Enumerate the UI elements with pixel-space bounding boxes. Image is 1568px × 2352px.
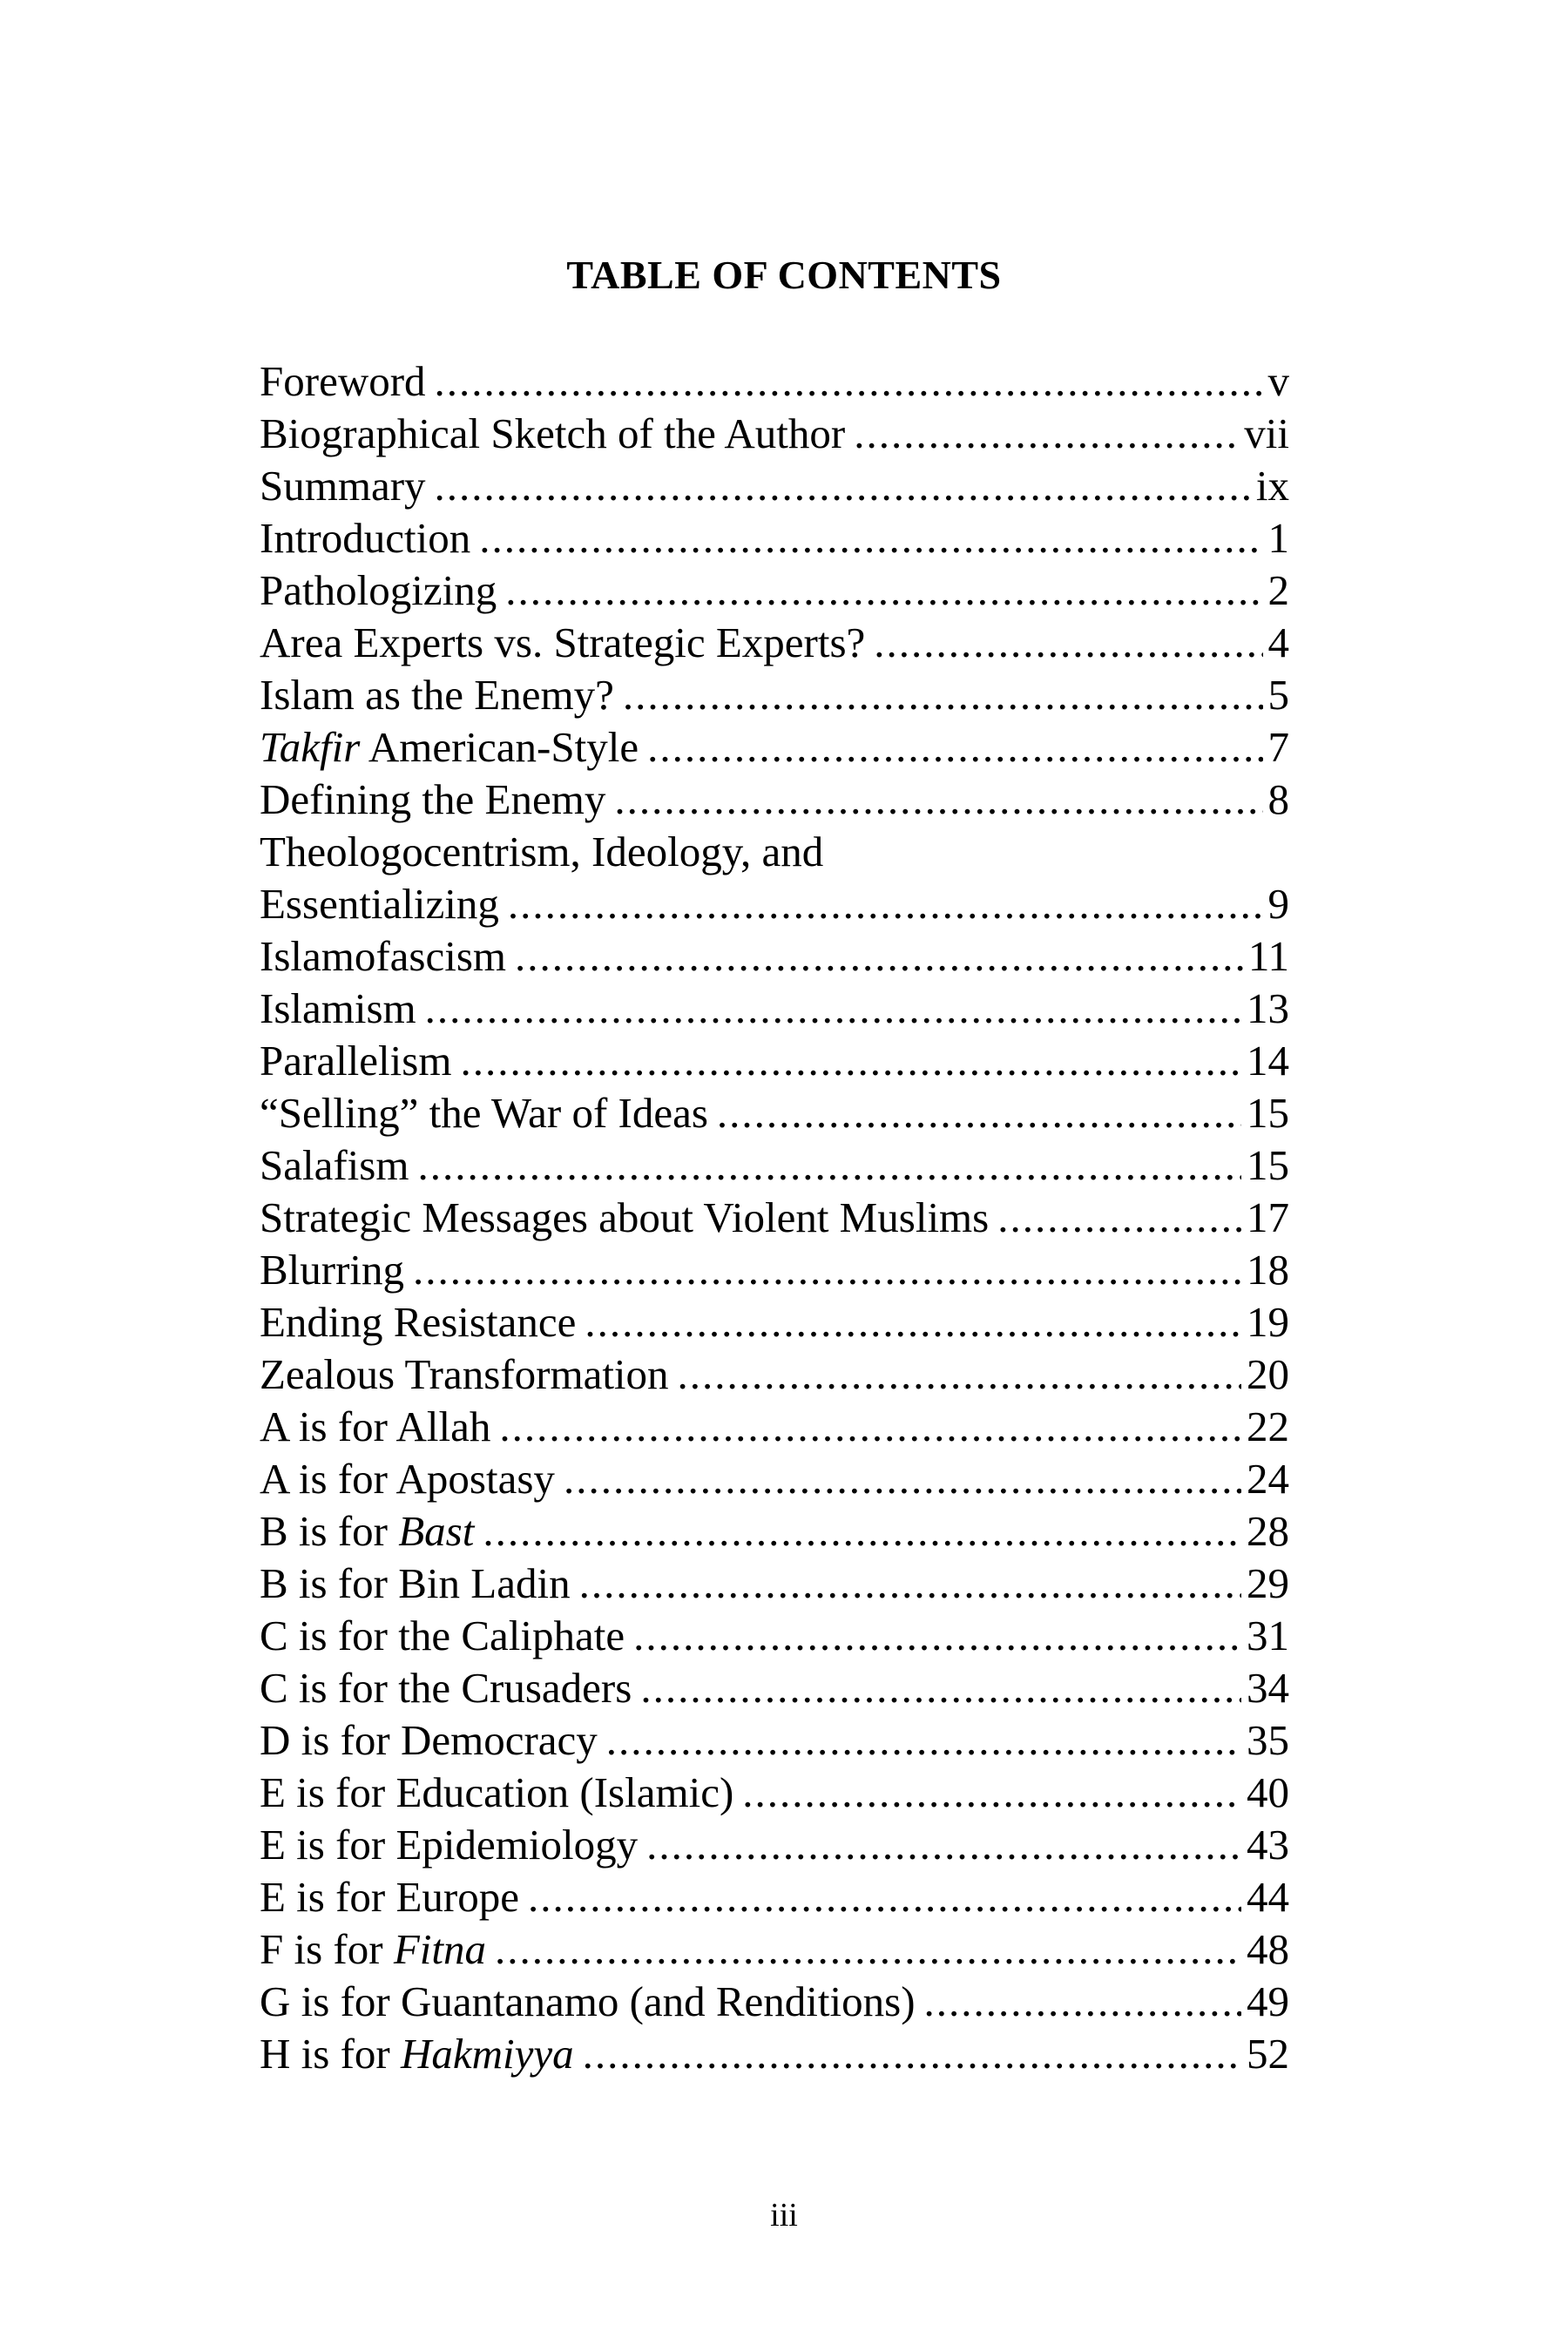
toc-entry-page: 35 xyxy=(1247,1716,1289,1764)
toc-entry-title-text: Pathologizing xyxy=(260,566,497,614)
toc-entry xyxy=(260,1610,1289,1662)
toc-entry-title-text: A is for Allah xyxy=(260,1402,491,1450)
toc-entry xyxy=(260,1767,1289,1819)
toc-entry xyxy=(260,878,1289,930)
toc-entry-title xyxy=(260,1923,486,1976)
toc-entry-page: 49 xyxy=(1247,1977,1289,2025)
dot-leader xyxy=(579,1558,1241,1610)
toc-entry-title-suffix: American-Style xyxy=(360,723,639,771)
toc-entry-title-text: Area Experts vs. Strategic Experts? xyxy=(260,618,866,666)
toc-entry xyxy=(260,1296,1289,1348)
toc-entry-page: 29 xyxy=(1247,1559,1289,1607)
toc-entry-title xyxy=(260,1453,555,1505)
dot-leader xyxy=(585,1296,1241,1348)
dot-leader xyxy=(633,1610,1241,1662)
dot-leader xyxy=(435,460,1251,512)
toc-entry-title-text: Biographical Sketch of the Author xyxy=(260,409,846,457)
toc-entry-page: 18 xyxy=(1247,1246,1289,1294)
toc-entry-title xyxy=(260,1714,598,1767)
toc-entry xyxy=(260,355,1289,408)
toc-entry-title xyxy=(260,355,426,408)
dot-leader xyxy=(460,1035,1241,1087)
toc-entry xyxy=(260,1035,1289,1087)
toc-entry-title xyxy=(260,1558,571,1610)
toc-entry-page: 43 xyxy=(1247,1821,1289,1869)
toc-entry-title xyxy=(260,2028,574,2080)
toc-entry-page: 24 xyxy=(1247,1455,1289,1503)
table-of-contents xyxy=(260,355,1289,2080)
toc-entry-page: 2 xyxy=(1267,566,1289,614)
toc-entry-title xyxy=(260,1035,451,1087)
dot-leader xyxy=(646,1819,1241,1871)
toc-entry-title-text: D is for Democracy xyxy=(260,1716,598,1764)
toc-entry-title xyxy=(260,1087,708,1139)
dot-leader xyxy=(495,1923,1241,1976)
toc-entry xyxy=(260,1348,1289,1401)
toc-entry xyxy=(260,1453,1289,1505)
dot-leader xyxy=(924,1976,1241,2028)
toc-entry xyxy=(260,1714,1289,1767)
toc-entry-title-text: A is for Apostasy xyxy=(260,1455,555,1503)
toc-entry-title-text: Islam as the Enemy? xyxy=(260,671,614,719)
toc-entry xyxy=(260,1923,1289,1976)
toc-entry-page: 9 xyxy=(1267,880,1289,928)
toc-entry-page: 7 xyxy=(1267,723,1289,771)
toc-entry xyxy=(260,1558,1289,1610)
dot-leader xyxy=(874,617,1262,669)
toc-entry-title-text: “Selling” the War of Ideas xyxy=(260,1089,708,1137)
toc-entry-page: 44 xyxy=(1247,1873,1289,1921)
toc-entry xyxy=(260,721,1289,774)
toc-entry xyxy=(260,1662,1289,1714)
dot-leader xyxy=(606,1714,1241,1767)
dot-leader xyxy=(528,1871,1241,1923)
toc-entry-title xyxy=(260,1348,669,1401)
toc-entry-page: v xyxy=(1267,357,1289,405)
toc-entry xyxy=(260,1139,1289,1192)
toc-entry-title-text: Ending Resistance xyxy=(260,1298,577,1346)
toc-entry-title xyxy=(260,930,506,983)
toc-entry xyxy=(260,1976,1289,2028)
toc-entry-title-text: B is for xyxy=(260,1507,399,1555)
toc-entry-title-text: Islamism xyxy=(260,984,416,1032)
dot-leader xyxy=(623,669,1263,721)
toc-entry-title-italic: Bast xyxy=(398,1507,475,1555)
toc-entry-title xyxy=(260,1767,733,1819)
toc-entry-page: 28 xyxy=(1247,1507,1289,1555)
toc-entry-title-text: Strategic Messages about Violent Muslims xyxy=(260,1193,990,1241)
toc-entry-title xyxy=(260,1662,632,1714)
toc-entry xyxy=(260,460,1289,512)
dot-leader xyxy=(499,1401,1241,1453)
toc-entry-title xyxy=(260,617,865,669)
toc-entry-title xyxy=(260,1139,409,1192)
toc-entry-page: 4 xyxy=(1267,618,1289,666)
toc-entry-title xyxy=(260,1296,576,1348)
toc-entry-page: 13 xyxy=(1247,984,1289,1032)
toc-entry-page: 52 xyxy=(1247,2030,1289,2078)
toc-entry-page: 15 xyxy=(1247,1089,1289,1137)
toc-entry-page: 19 xyxy=(1247,1298,1289,1346)
dot-leader xyxy=(564,1453,1241,1505)
toc-entry-page: 40 xyxy=(1247,1768,1289,1816)
toc-entry-title xyxy=(260,721,639,774)
toc-entry-page: 31 xyxy=(1247,1612,1289,1659)
dot-leader xyxy=(854,408,1239,460)
toc-entry-page: 15 xyxy=(1247,1141,1289,1189)
toc-entry-title xyxy=(260,983,416,1035)
toc-entry-page: 48 xyxy=(1247,1925,1289,1973)
toc-entry-title-text: Essentializing xyxy=(260,880,499,928)
toc-entry-page: 8 xyxy=(1267,775,1289,823)
dot-leader xyxy=(583,2028,1241,2080)
dot-leader xyxy=(742,1767,1241,1819)
dot-leader xyxy=(640,1662,1241,1714)
dot-leader xyxy=(505,564,1262,617)
toc-entry-page: ix xyxy=(1255,462,1289,510)
dot-leader xyxy=(678,1348,1241,1401)
toc-entry-page: 22 xyxy=(1247,1402,1289,1450)
toc-entry-title xyxy=(260,512,470,564)
toc-entry-title-text: Summary xyxy=(260,462,426,510)
dot-leader xyxy=(997,1192,1241,1244)
page-number: iii xyxy=(770,2197,798,2234)
toc-entry xyxy=(260,669,1289,721)
toc-entry-title-text: Foreword xyxy=(260,357,426,405)
toc-entry-title-text: Introduction xyxy=(260,514,471,562)
toc-entry xyxy=(260,1192,1289,1244)
toc-entry-page: 1 xyxy=(1267,514,1289,562)
toc-entry-page: 20 xyxy=(1247,1350,1289,1398)
toc-entry xyxy=(260,1505,1289,1558)
toc-entry-page: vii xyxy=(1244,409,1289,457)
toc-entry-title xyxy=(260,1819,638,1871)
toc-entry-title-text: E is for Europe xyxy=(260,1873,519,1921)
toc-entry xyxy=(260,983,1289,1035)
toc-entry-title-text: F is for xyxy=(260,1925,394,1973)
toc-entry-title-text: C is for the Caliphate xyxy=(260,1612,625,1659)
toc-entry-title xyxy=(260,460,426,512)
toc-entry-page: 11 xyxy=(1247,932,1289,980)
toc-entry-title xyxy=(260,1505,474,1558)
dot-leader xyxy=(435,355,1263,408)
dot-leader xyxy=(717,1087,1241,1139)
toc-entry-title xyxy=(260,1401,490,1453)
toc-entry-page: 14 xyxy=(1247,1037,1289,1085)
toc-entry-title-text: Islamofascism xyxy=(260,932,507,980)
toc-entry-title-text: Theologocentrism, Ideology, and xyxy=(260,828,824,875)
toc-entry-title xyxy=(260,408,845,460)
toc-entry-title-italic: Fitna xyxy=(393,1925,486,1973)
toc-entry xyxy=(260,826,1289,878)
toc-entry xyxy=(260,564,1289,617)
toc-entry xyxy=(260,617,1289,669)
toc-entry xyxy=(260,1819,1289,1871)
toc-entry-title-text: G is for Guantanamo (and Renditions) xyxy=(260,1977,916,2025)
toc-entry xyxy=(260,1401,1289,1453)
toc-entry-title-text: B is for Bin Ladin xyxy=(260,1559,571,1607)
toc-entry-title-text: E is for Epidemiology xyxy=(260,1821,639,1869)
dot-leader xyxy=(425,983,1241,1035)
dot-leader xyxy=(647,721,1262,774)
dot-leader xyxy=(417,1139,1241,1192)
toc-entry xyxy=(260,1244,1289,1296)
toc-entry xyxy=(260,1087,1289,1139)
toc-entry xyxy=(260,1871,1289,1923)
dot-leader xyxy=(515,930,1243,983)
toc-entry xyxy=(260,774,1289,826)
toc-entry-title xyxy=(260,1192,989,1244)
toc-entry-title xyxy=(260,1610,625,1662)
toc-entry-title xyxy=(260,1976,916,2028)
toc-entry-title xyxy=(260,1871,519,1923)
toc-entry-page: 17 xyxy=(1247,1193,1289,1241)
toc-entry xyxy=(260,930,1289,983)
toc-entry-title xyxy=(260,774,605,826)
dot-leader xyxy=(413,1244,1241,1296)
toc-entry-title xyxy=(260,564,497,617)
toc-entry-page: 5 xyxy=(1267,671,1289,719)
toc-entry-title-text: Salafism xyxy=(260,1141,409,1189)
toc-entry-title-text: Blurring xyxy=(260,1246,405,1294)
toc-entry-title-text: Zealous Transformation xyxy=(260,1350,669,1398)
toc-entry-title xyxy=(260,669,614,721)
toc-entry-page: 34 xyxy=(1247,1664,1289,1712)
toc-entry-title xyxy=(260,878,499,930)
toc-entry-title-text: H is for xyxy=(260,2030,401,2078)
page-title: TABLE OF CONTENTS xyxy=(566,253,1002,297)
toc-entry-title-text: C is for the Crusaders xyxy=(260,1664,632,1712)
toc-entry-title-text: E is for Education (Islamic) xyxy=(260,1768,734,1816)
toc-entry-title-text: Defining the Enemy xyxy=(260,775,606,823)
dot-leader xyxy=(479,512,1262,564)
toc-entry xyxy=(260,2028,1289,2080)
toc-entry-title-text: Parallelism xyxy=(260,1037,452,1085)
toc-entry-title-italic: Takfir xyxy=(260,723,361,771)
toc-entry-title xyxy=(260,826,823,878)
dot-leader xyxy=(614,774,1262,826)
dot-leader xyxy=(483,1505,1241,1558)
toc-entry-title xyxy=(260,1244,404,1296)
dot-leader xyxy=(508,878,1263,930)
toc-entry-title-italic: Hakmiyya xyxy=(400,2030,574,2078)
toc-entry xyxy=(260,408,1289,460)
toc-entry xyxy=(260,512,1289,564)
